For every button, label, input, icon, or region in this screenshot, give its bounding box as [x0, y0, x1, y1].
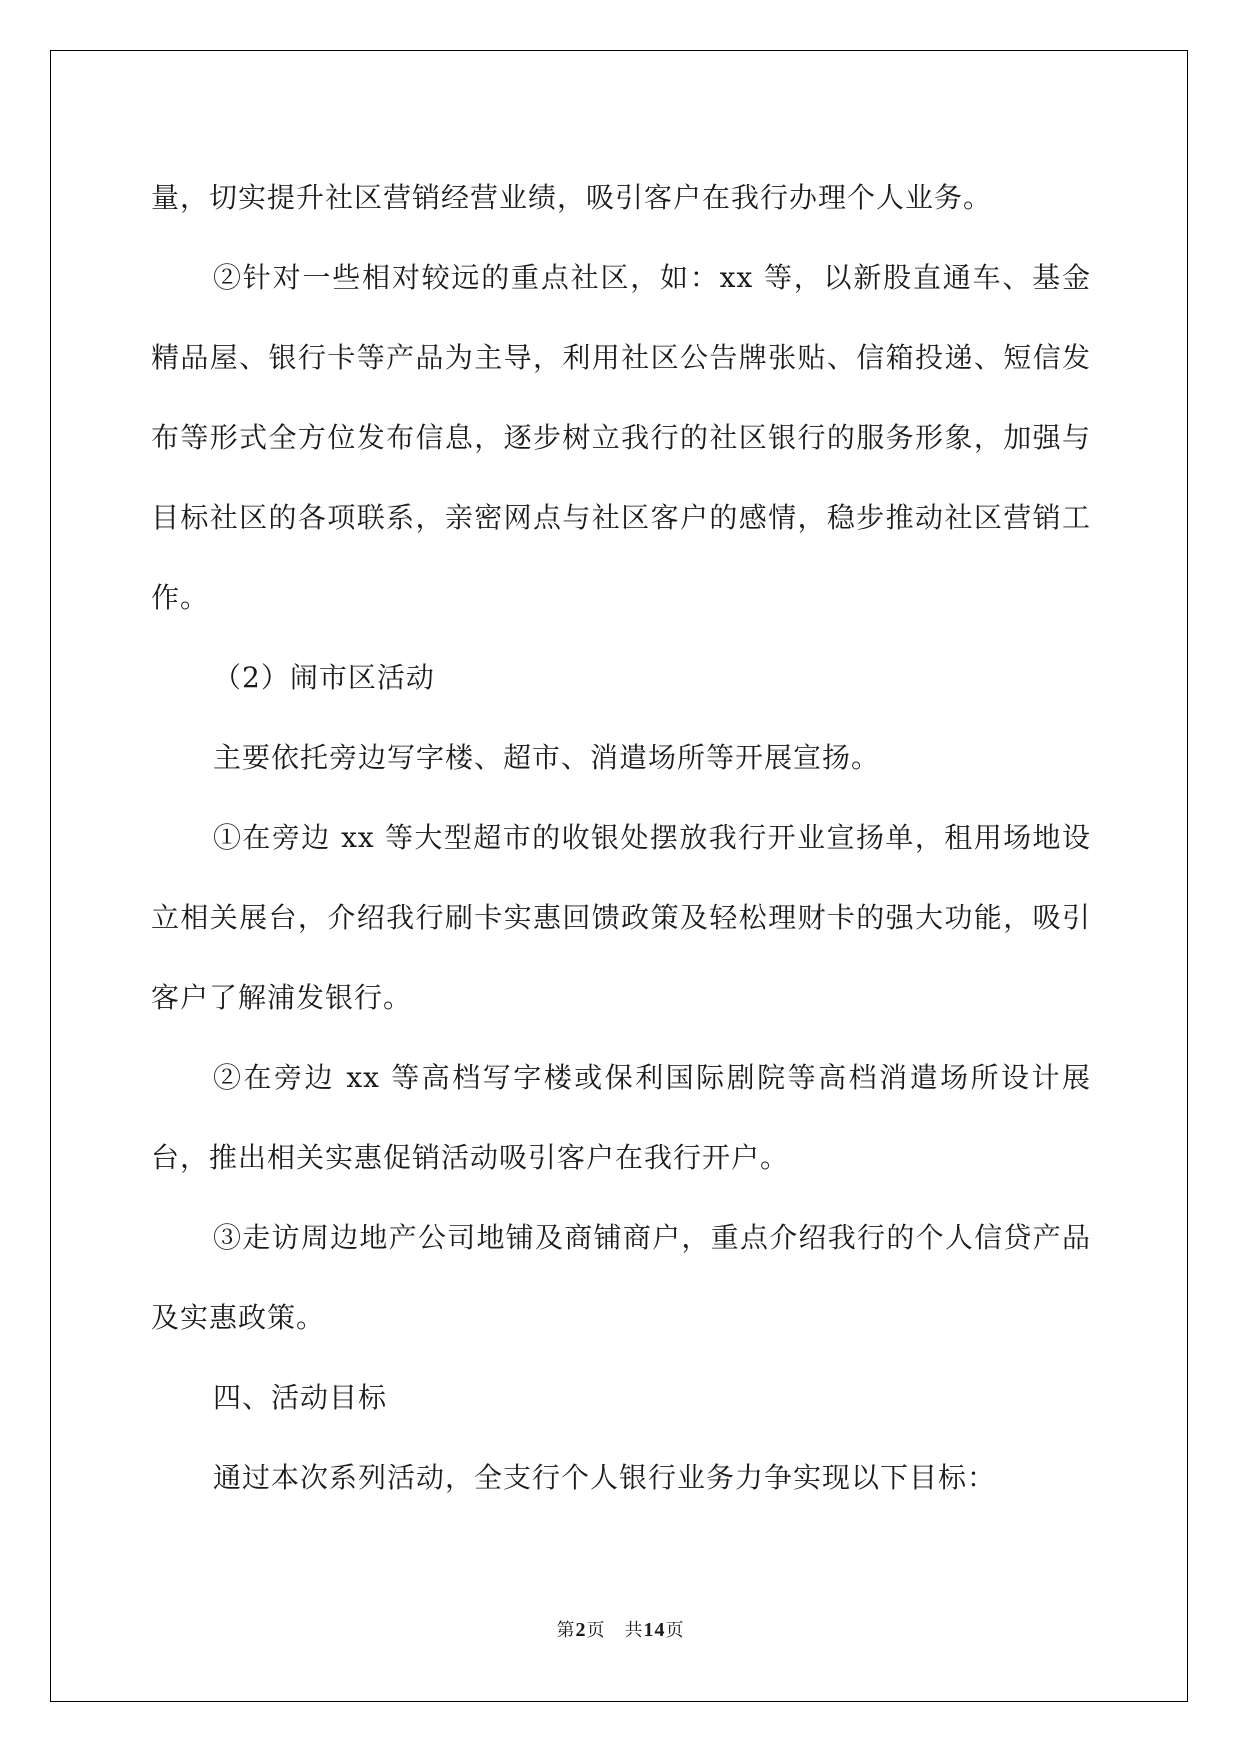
document-body — [151, 158, 1091, 1518]
paragraph-3: （2）闹市区活动 — [213, 661, 435, 694]
section-heading: 四、活动目标 — [213, 1381, 388, 1414]
footer-suffix: 页 — [665, 1620, 685, 1641]
footer-page-number: 2 — [575, 1619, 587, 1641]
footer-middle: 页 共 — [586, 1620, 644, 1641]
paragraph-4: 主要依托旁边写字楼、超市、消遣场所等开展宣扬。 — [213, 741, 881, 774]
paragraph-6: ②在旁边 xx 等高档写字楼或保利国际剧院等高档消遣场所设计展台，推出相关实惠促销活动吸引客户在我行开户。 — [151, 1061, 1091, 1174]
paragraph-9: 通过本次系列活动，全支行个人银行业务力争实现以下目标： — [213, 1461, 997, 1494]
paragraph-7: ③走访周边地产公司地铺及商铺商户，重点介绍我行的个人信贷产品及实惠政策。 — [151, 1221, 1091, 1334]
page-footer — [0, 1616, 1241, 1642]
paragraph-1: 量，切实提升社区营销经营业绩，吸引客户在我行办理个人业务。 — [151, 181, 993, 214]
footer-total-pages: 14 — [643, 1619, 666, 1641]
footer-prefix: 第 — [556, 1620, 576, 1641]
paragraph-2: ②针对一些相对较远的重点社区，如：xx 等，以新股直通车、基金精品屋、银行卡等产品为主导，利用社区公告牌张贴、信箱投递、短信发布等形式全方位发布信息，逐步树立我行的社区银行的服务形象，加强与目标社区的各项联系，亲密网点与社区客户的感情，稳步推动社区营销工作。 — [151, 261, 1091, 614]
paragraph-5: ①在旁边 xx 等大型超市的收银处摆放我行开业宣扬单，租用场地设立相关展台，介绍我行刷卡实惠回馈政策及轻松理财卡的强大功能，吸引客户了解浦发银行。 — [151, 821, 1091, 1014]
